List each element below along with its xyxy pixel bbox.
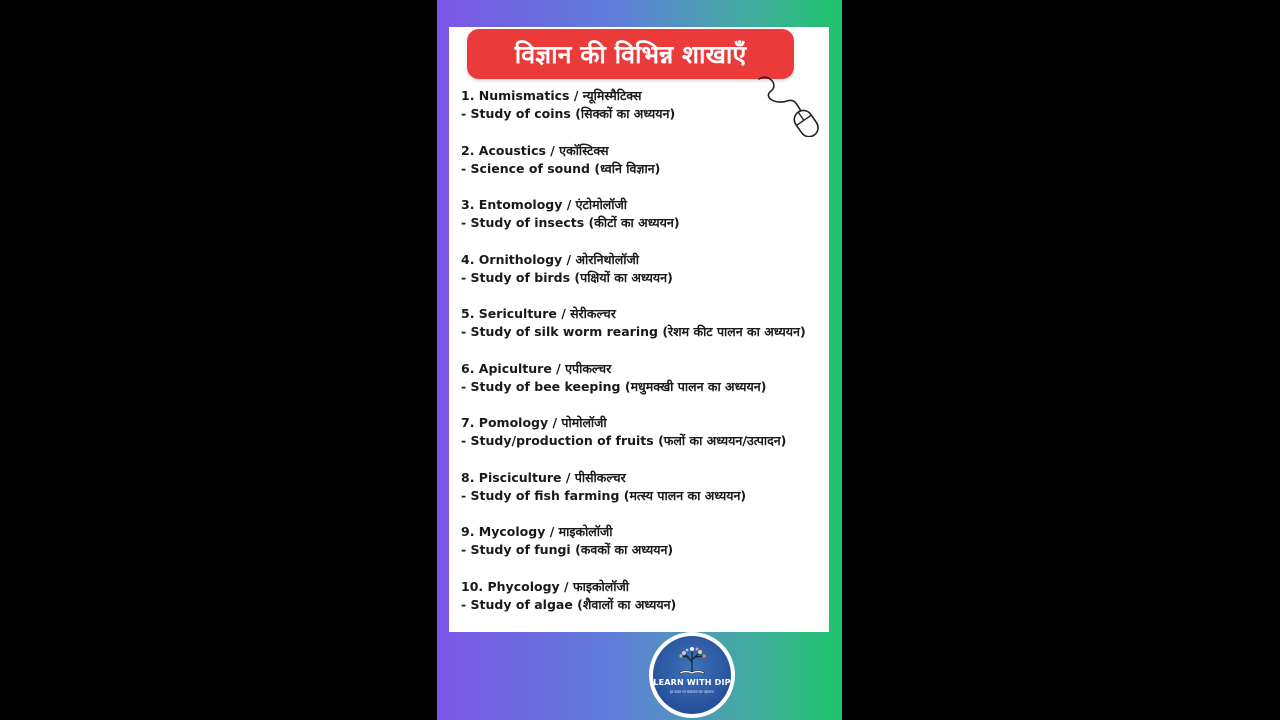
branch-description: - Study of coins (सिक्कों का अध्ययन) <box>461 106 676 121</box>
branch-description: - Study of insects (कीटों का अध्ययन) <box>461 215 680 230</box>
logo-name: LEARN WITH DIP <box>653 678 731 687</box>
list-item <box>461 469 821 524</box>
list-item <box>461 87 821 142</box>
list-item <box>461 414 821 469</box>
branch-description: - Study of birds (पक्षियों का अध्ययन) <box>461 269 673 285</box>
branch-name: 7. Pomology / पोमोलॉजी <box>461 415 607 430</box>
video-frame <box>437 0 842 720</box>
branch-name: 2. Acoustics / एकॉस्टिक्स <box>461 142 609 158</box>
logo-badge <box>653 636 731 714</box>
list-item <box>461 360 821 415</box>
list-item <box>461 578 821 633</box>
branch-description: - Study of fish farming (मत्स्य पालन का अध्ययन) <box>461 487 747 503</box>
branch-description: - Study of bee keeping (मधुमक्खी पालन का अध्ययन) <box>461 378 767 394</box>
list-item <box>461 142 821 197</box>
branch-name: 6. Apiculture / एपीकल्चर <box>461 360 612 376</box>
branch-name: 10. Phycology / फाइकोलॉजी <box>461 578 630 594</box>
branch-description: - Science of sound (ध्वनि विज्ञान) <box>461 160 661 176</box>
branch-description: - Study of silk worm rearing (रेशम कीट पालन का अध्ययन) <box>461 324 806 339</box>
logo-tagline: हर कदम पर सफलता का पहचान। <box>669 690 715 694</box>
list-item <box>461 196 821 251</box>
branch-name: 5. Sericulture / सेरीकल्चर <box>461 306 616 321</box>
tree-book-icon <box>672 644 712 676</box>
branch-name: 8. Pisciculture / पीसीकल्चर <box>461 469 626 485</box>
list-item <box>461 251 821 306</box>
branch-name: 9. Mycology / माइकोलॉजी <box>461 524 613 539</box>
branch-name: 1. Numismatics / न्यूमिस्मैटिक्स <box>461 88 642 103</box>
branches-list <box>461 87 821 632</box>
list-item <box>461 523 821 578</box>
content-card <box>449 27 829 632</box>
branch-name: 3. Entomology / एंटोमोलॉजी <box>461 197 628 212</box>
branch-description: - Study of fungi (कवकों का अध्ययन) <box>461 542 674 557</box>
branch-description: - Study of algae (शैवालों का अध्ययन) <box>461 596 677 612</box>
title-banner <box>467 29 794 79</box>
branch-name: 4. Ornithology / ओरनिथोलॉजी <box>461 251 639 267</box>
channel-logo[interactable] <box>649 632 735 718</box>
page-title: विज्ञान की विभिन्न शाखाएँ <box>514 40 747 69</box>
branch-description: - Study/production of fruits (फलों का अध्ययन/उत्पादन) <box>461 433 787 448</box>
list-item <box>461 305 821 360</box>
